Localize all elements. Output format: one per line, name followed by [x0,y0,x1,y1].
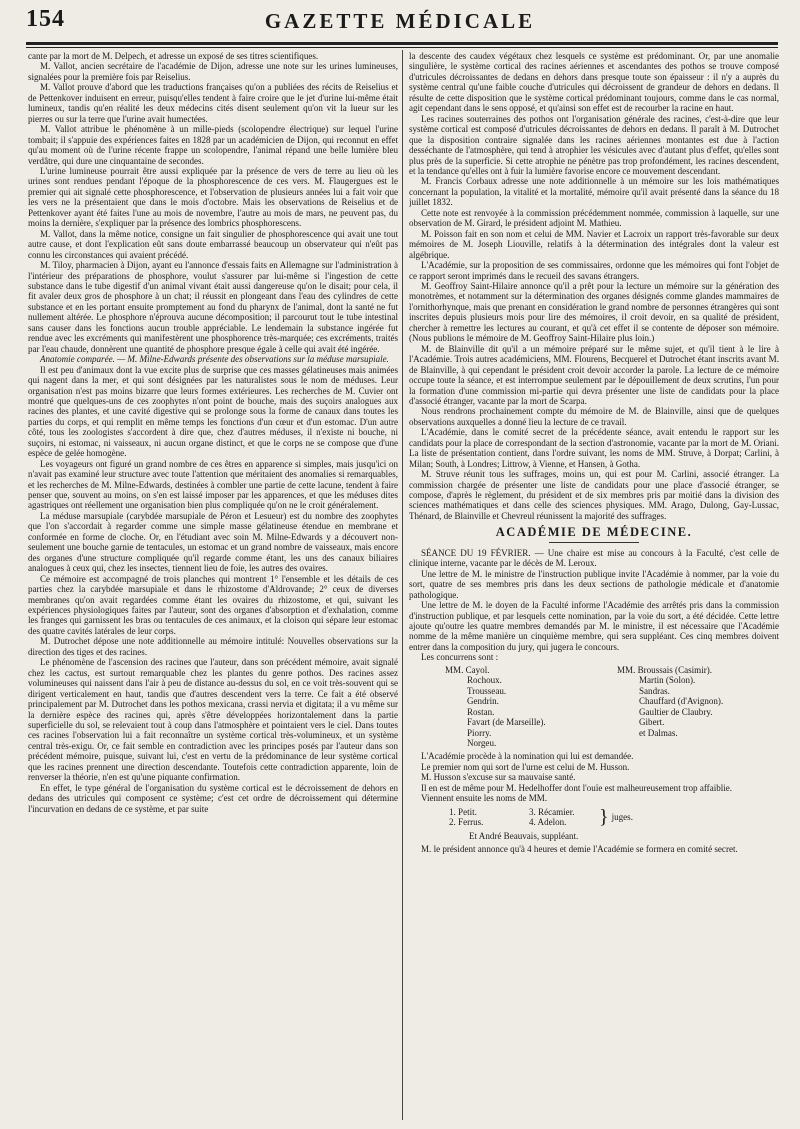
paragraph: M. Vallot, dans la même notice, consigne un fait singulier de phosphorescence qui avait une tout autre cause, et dont l'explication eût sans doute embarrassé beaucoup un observateur qui n'eût pas connu les circonstances qui avaient précédé. [28,228,398,260]
paragraph: En effet, le type général de l'organisation du système cortical est le décroissement de dehors en dedans des utricules qui composent ce système; c'est cet ordre de décroissement qui détermine l'incurvation en dedans de ce système, et par suite [28,782,398,814]
paragraph: Ce mémoire est accompagné de trois planches qui montrent 1° l'ensemble et les détails de ces parties chez la carybdée marsupiale et dans le rhizostome d'Aldrovande; 2° ceux de diverses membranes qu'on avait regardées comme étant les ovaires du rhizostome, et qui, suivant les expériences physiologiques faites par l'auteur, sont des organes d'absorption et d'exhalation, comme les franges qui garnissent les bras ou tentacules de ces animaux, et la cloison qui sépare leur estomac des quatre cavités latérales de leur corps. [28,573,398,636]
jury-table [449,807,574,828]
paragraph: Les concurrens sont : [421,652,499,663]
candidate-name: MM. Cayol. [445,664,490,675]
paragraph: Viennent ensuite les noms de MM. [421,793,548,804]
column-divider [402,50,403,1120]
candidate-name: Norgeu. [467,738,497,748]
candidates-table [445,665,723,749]
paragraph: L'Académie, dans le comité secret de la précédente séance, avait entendu le rapport sur les candidats pour la place de correspondant de la section d'astronomie, vacante par la mort de M. Oriani. La liste de présentation contient, dans l'ordre suivant, les noms de MM. Struve, à Dorpat; Carlini, à Milan; South, à Londres; Littrow, à Vienne, et Hansen, à Gotha. [409,427,779,469]
page-number: 154 [26,6,65,32]
paragraph: M. Francis Corbaux adresse une note additionnelle à un mémoire sur les lois mathématiques concernant la population, la vitalité et la mortalité, mémoire qu'il avait présenté dans la séance du 18 juillet 1832. [409,176,779,208]
candidate-name: Chauffard (d'Avignon). [639,696,724,707]
candidate-name: Gaultier de Claubry. [639,706,713,717]
paragraph: La méduse marsupiale (carybdée marsupiale de Péron et Lesueur) est du nombre des zoophytes que l'on s'accordait à regarder comme une simple masse gélatineuse étendue en membrane et conformée en forme de cloche. Or, en l'étudiant avec soin M. Milne-Edwards y a découvert non-seulement une bouche garnie de tentacules, un estomac et un grand nombre de vaisseaux, mais encore des organes d'une structure compliquée qu'il regarde comme étant, les uns des canaux biliaires analogues à ceux qui, chez les insectes, tiennent lieu de foie, les autres des ovaires. [28,510,398,574]
table-row [445,717,723,727]
jury-label: juges. [611,811,633,822]
paragraph: Il est peu d'animaux dont la vue excite plus de surprise que ces masses gélatineuses mais animées qui nagent dans la mer, et qui sont désignées par les naturalistes sous le nom de méduses. Leur organisation n'est pas moins bizarre que leurs formes extérieures. Les recherches de M. Cuvier ont montré que quelques-uns de ces zoophytes n'ont point de bouche, mais des suçoirs analogues aux racines des plantes, et une cavité digestive qui se prolonge sous la forme de canaux dans toutes les parties du corps, et qui remplit en même temps les fonctions d'un cœur et d'un estomac. D'un autre côté, tous les zoologistes s'accordent à dire que, chez d'autres méduses, il n'existe ni bouche, ni suçoirs, ni estomac, ni vaisseaux, ni aucun organe distinct, et que le corps ne se compose que d'une espèce de gelée homogène. [28,364,398,459]
jury-member: 3. Récamier. [529,806,575,817]
jury-list [449,807,779,828]
paragraph: M. Vallot prouve d'abord que les traductions françaises qu'on a publiées des récits de Reiselius et de Pettenkover induisent en erreur, puisqu'elles tendent à faire croire que le jet d'urine lui-même était lumineux, tandis qu'en réalité les deux médecins cités disent seulement qu'on vit la lueur sur les pierres ou sur la terre que l'urine avait humectées. [28,82,398,124]
table-row [445,738,723,748]
candidate-name: MM. Broussais (Casimir). [617,664,712,675]
paragraph: Une lettre de M. le ministre de l'instruction publique invite l'Académie à nommer, par la voie du sort, quatre de ses membres pris dans les deux sections de pathologie médicale et d'anatomie pathologique. [409,568,779,600]
jury-member: 2. Ferrus. [449,817,484,828]
paragraph: Les racines souterraines des pothos ont l'organisation générale des racines, c'est-à-dire que leur système cortical est composé d'utricules décroissantes de dehors en dedans. Il paraît à M. Dutrochet que la disposition contraire signalée dans les racines aériennes montantes est due à l'action desséchante de l'atmosphère, qui tend à atrophier les vésicules avec d'autant plus d'effet, qu'elles sont plus près de la superficie. Si cette atrophie ne pénètre pas trop profondément, les racines descendent, et la tendance qu'elles ont à fuir la lumière favorise encore ce mouvement descendant. [409,113,779,176]
paragraph: L'Académie procède à la nomination qui lui est demandée. [421,751,634,762]
table-row [449,807,574,817]
jury-suppleant: Et André Beauvais, suppléant. [469,830,579,841]
table-row [445,707,723,717]
paragraph: M. Struve réunit tous les suffrages, moins un, qui est pour M. Carlini, associé étranger. La commission chargée de présenter une liste de candidats pour une place d'associé étranger, se compose, d'après le règlement, du président et de six membres pris par moitié dans la division des sciences mathématiques et dans celle des sciences physiques. MM. Arago, Dulong, Gay-Lussac, Thénard, de Blainville et Chevreul réunissent la majorité des suffrages. [409,469,779,521]
paragraph: M. Dutrochet dépose une note additionnelle au mémoire intitulé: Nouvelles observations sur la direction des tiges et des racines. [28,636,398,657]
right-column [409,51,779,1121]
candidate-name: Piorry. [467,727,492,738]
paragraph: Une lettre de M. le doyen de la Faculté informe l'Académie des arrêtés pris dans la commission d'instruction publique, et par lesquels cette nomination, par la voie du sort, a été décidée. Cette lettre ajoute qu'outre les quatre membres demandés par M. le ministre, il est nécessaire que l'Académie nomme de la même manière un cinquième membre, qui sera suppléant. Ces cinq membres doivent entrer dans la composition du jury, qui jugera le concours. [409,600,779,652]
table-row [445,728,723,738]
candidate-name: et Dalmas. [639,727,678,738]
section-title-academie: ACADÉMIE DE MÉDECINE. [495,525,693,540]
candidate-name: Martin (Solon). [639,675,696,686]
paragraph: M. Vallot attribue le phénomène à un mille-pieds (scolopendre électrique) sur lequel l'urine tombait; il s'appuie des expériences faites en 1828 par un académicien de Dijon, qui reconnut en effet qu'au moment où de l'urine récente frappe un scolopendre, l'animal répand une belle lumière bleu verdâtre, qui dure une cinquantaine de secondes. [28,124,398,166]
paragraph: Les voyageurs ont figuré un grand nombre de ces êtres en apparence si simples, mais jusqu'ici on n'avait pas examiné leur structure avec toute l'attention que méritaient des anomalies si remarquables, et les recherches de M. Milne-Edwards, destinées à combler une partie de cette lacune, tendent à faire penser que, souvent au moins, on s'en est laissé imposer par les apparences, et que les méduses dites agastriques ont réellement une organisation bien plus compliquée qu'on ne le croit généralement. [28,458,398,511]
paragraph: Il en est de même pour M. Hedelhoffer dont l'ouïe est malheureusement trop affaiblie. [421,782,733,793]
jury-member: 4. Adelon. [529,817,567,828]
title-underline [549,542,639,543]
paragraph: la descente des caudex végétaux chez lesquels ce système est prédominant. Or, par une anomalie singulière, le système cortical des racines aériennes et ascendantes des pothos se trouve composé d'utricules décroissantes de dedans en dehors dans presque toute son épaisseur : il n'y a auprès du système central qu'une faible couche d'utricules qui décroissent de grandeur de dehors en dedans. Il résulte de cette disposition que le système cortical prédominant toujours, comme dans le cas normal, agit cependant dans le sens opposé, et qu'ainsi son effet est de recourber la racine en haut. [409,51,779,114]
paragraph: SÉANCE DU 19 FÉVRIER. — Une chaire est mise au concours à la Faculté, c'est celle de clinique interne, vacante par le décès de M. Leroux. [409,547,779,569]
candidate-name: Favart (de Marseille). [467,717,546,728]
masthead-title: GAZETTE MÉDICALE [264,9,536,33]
candidate-name: Sandras. [639,685,670,696]
section-heading-anatomie: Anatomie comparée. — M. Milne-Edwards présente des observations sur la méduse marsupiale. [40,354,389,365]
paragraph: Le premier nom qui sort de l'urne est celui de M. Husson. [421,761,630,772]
paragraph: M. Vallot, ancien secrétaire de l'académie de Dijon, adresse une note sur les urines lumineuses, signalées pour la première fois par Reiselius. [28,61,398,82]
candidate-name: Rostan. [467,706,495,717]
paragraph: M. de Blainville dit qu'il a un mémoire préparé sur le même sujet, et qu'il tient à le lire à l'Académie. Trois autres académiciens, MM. Flourens, Becquerel et Dutrochet étant inscrits avant M. de Blainville, à qui cependant le président croit devoir accorder la parole. La lecture de ce mémoire occupe toute la séance, et est interrompue seulement par le dépouillement de deux scrutins, l'un pour la formation d'une commission mi-partie qui devra présenter une liste de candidats pour la place d'associé étranger, vacante par la mort de Scarpa. [409,343,779,406]
paragraph: M. Husson s'excuse sur sa mauvaise santé. [421,772,576,783]
candidate-name: Gendrin. [467,696,499,707]
paragraph: L'Académie, sur la proposition de ses commissaires, ordonne que les mémoires qui font l'objet de ce rapport seront imprimés dans le recueil des savans étrangers. [409,260,779,281]
header-rule-thin [26,47,778,48]
table-row [449,817,574,827]
table-row [445,675,723,685]
left-column [28,51,398,1121]
candidate-name: Rochoux. [467,675,502,686]
paragraph: L'urine lumineuse pourrait être aussi expliquée par la présence de vers de terre au lieu où les urines sont rendues pendant l'époque de la phosphorescence de ces vers. M. Flaugergues est le premier qui ait signalé cette phosphorescence, et l'observation de plusieurs années lui a fait voir que les vers ne la présentaient que dans le mois d'octobre. Mais les observations de Reiselius et de Pettenkover ayant été faites l'une au mois de novembre, l'autre au mois de mars, ne peuvent pas, du moins la dernière, s'expliquer par la présence des lombrics phosphorescens. [28,165,398,229]
header-rule [26,42,778,45]
paragraph: M. Geoffroy Saint-Hilaire annonce qu'il a prêt pour la lecture un mémoire sur la génération des monotrèmes, et notamment sur la détermination des organes désignés comme glandes mammaires de l'ornithorhynque, mais que prenant en considération le grand nombre de personnes étrangères qui sont inscrites depuis plusieurs mois pour lire des mémoires, il croit devoir, en sa qualité de président, chercher à remettre les lectures au courant, et qu'à cet effet il se contente de déposer son mémoire. (Nous publions le mémoire de M. Geoffroy Saint-Hilaire plus loin.) [409,280,779,344]
candidate-name: Gibert. [639,717,665,728]
paragraph: M. Tiloy, pharmacien à Dijon, ayant eu l'annonce d'essais faits en Allemagne sur l'administration à l'intérieur des préparations de phosphore, voulut s'assurer par lui-même si l'ingestion de cette substance dans le tube digestif d'un animal vivant était aussi dangereuse qu'on le disait; pour cela, il fit avaler deux gros de phosphore à un chat; il réussit en plongeant dans l'eau des cylindres de cette substance et en les portant ensuite promptement au fond du pharynx de l'animal, dont la santé ne fut nullement altérée. Le phosphore n'éprouva aucune décomposition; il parcourut tout le tube intestinal sans causer dans les fonctions aucun trouble appréciable. Le lendemain la substance ingérée fut rendue avec les excréments qui manifestèrent une phosphorence très-marquée; ces excréments, traités par l'eau chaude, donnèrent une quantité de phosphore presque égale à celle qui avait été ingérée. [28,260,398,354]
jury-member: 1. Petit. [449,806,477,817]
candidate-name: Trousseau. [467,685,507,696]
paragraph: Nous rendrons prochainement compte du mémoire de M. de Blainville, ainsi que de quelques observations auxquelles a donné lieu la lecture de ce travail. [409,406,779,427]
paragraph: Cette note est renvoyée à la commission précédemment nommée, commission à laquelle, sur une observation de M. Girard, le président adjoint M. Mathieu. [409,207,779,229]
brace-glyph: } [599,806,609,829]
paragraph: cante par la mort de M. Delpech, et adresse un exposé de ses titres scientifiques. [28,51,319,61]
paragraph: Le phénomène de l'ascension des racines que l'auteur, dans son précédent mémoire, avait signalé chez les cactus, est surtout remarquable chez les plantes du genre pothos. Des racines assez volumineuses qui naissent dans l'air à peu de distance au-dessus du sol, en ce voit très-souvent qui se dirigent verticalement en haut, tandis que d'autres descendent vers la terre. Ce fait a été observé principalement par M. Dutrochet dans les pothos mexicana, crassi nervia et digitata; il a vu même sur la dernière espèce des racines qui, après s'être développées horizontalement dans la partie superficielle du sol, se relevaient tout à coup dans l'atmosphère et pointaient vers le ciel. Dans toutes ces racines l'observation lui a fait reconnaître un système cortical très-volumineux, et un système central très-exigu. Or, ce fait semble en contradiction avec les principes posés par l'auteur dans son précédent mémoire, puisque, suivant lui, c'est en vertu de la prédominance de leur système cortical que les racines prennent une direction descendante. Toutefois cette contradiction apparente, loin de renverser la théorie, n'en est qu'une piquante confirmation. [28,657,398,783]
table-row [445,686,723,696]
table-row [445,696,723,706]
candidate-name [617,738,723,748]
table-row [445,665,723,675]
paragraph: M. Poisson fait en son nom et celui de MM. Navier et Lacroix un rapport très-favorable sur deux mémoires de M. Joseph Liouville, relatifs à la détermination des intégrales dont la valeur est algébrique. [409,228,779,260]
paragraph: M. le président annonce qu'à 4 heures et demie l'Académie se formera en comité secret. [421,844,738,855]
